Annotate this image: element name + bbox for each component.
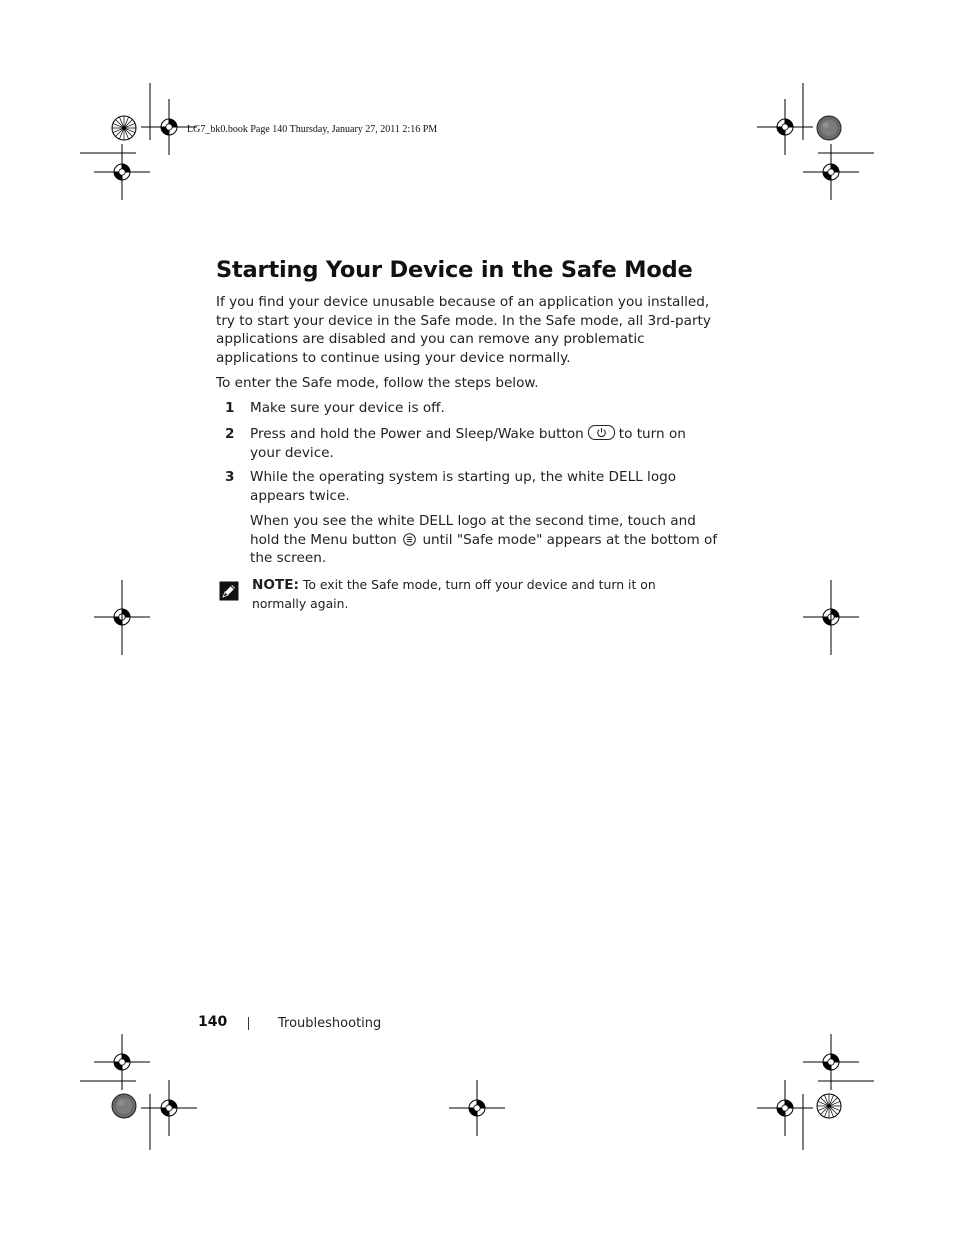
steps-intro: To enter the Safe mode, follow the steps below.	[216, 375, 539, 391]
menu-button-icon	[403, 533, 416, 546]
note-label: NOTE:	[252, 577, 299, 593]
note-text: NOTE: To exit the Safe mode, turn off your device and turn it on normally again.	[252, 577, 656, 611]
intro-paragraph: If you find your device unusable because of an application you installed, try to start your device in the Safe mode. In the Safe mode, all 3rd-party applications are disabled and you can remove any problematic applications to continue using your device normally.	[216, 294, 711, 367]
footer-divider	[248, 1017, 249, 1030]
step-number: 3	[225, 469, 235, 485]
step-text: While the operating system is starting up, the white DELL logo appears twice.	[250, 469, 677, 504]
step-number: 2	[225, 426, 235, 442]
page-title: Starting Your Device in the Safe Mode	[216, 257, 693, 283]
step-text: When you see the white DELL logo at the second time, touch and hold the Menu button until "Safe mode" appears at the bottom of the screen.	[250, 513, 718, 567]
page-number: 140	[198, 1014, 228, 1030]
note-pencil-icon	[219, 581, 239, 601]
step-number: 1	[225, 400, 235, 416]
step-text: Press and hold the Power and Sleep/Wake button to turn on your device.	[250, 426, 686, 461]
step-text: Make sure your device is off.	[250, 400, 445, 416]
print-slug: LG7_bk0.book Page 140 Thursday, January 27, 2011 2:16 PM	[187, 124, 438, 135]
section-name: Troubleshooting	[278, 1016, 382, 1031]
power-button-icon	[588, 425, 615, 440]
